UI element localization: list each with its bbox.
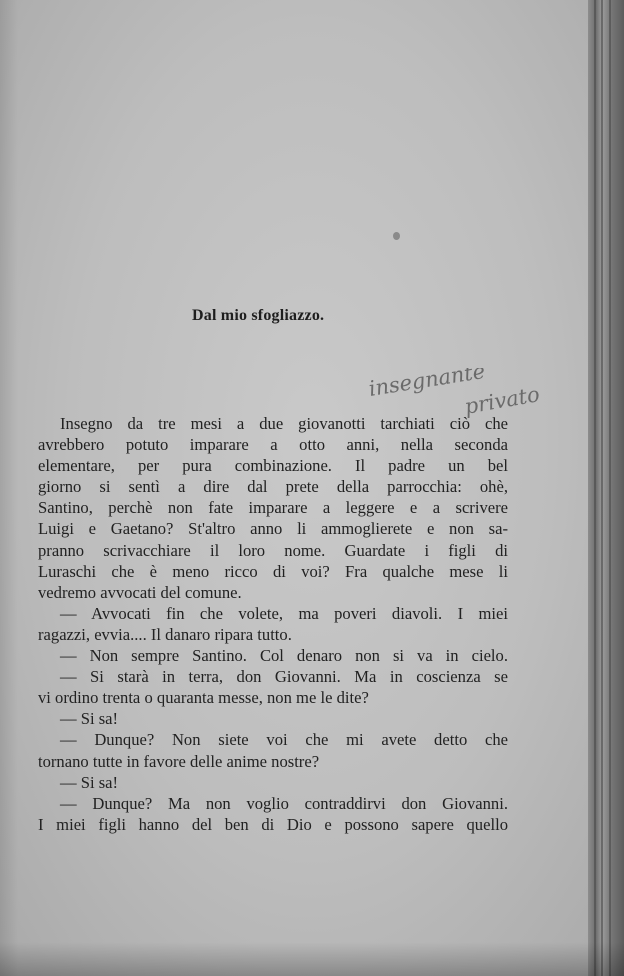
text-line: — Si sa! [60, 709, 119, 729]
text-line: — Dunque? Non siete voi che mi avete detto che [60, 730, 508, 750]
text-line: — Dunque? Ma non voglio contraddirvi don Giovanni. [60, 793, 508, 813]
text-line: Luraschi che è meno ricco di voi? Fra qualche mese li [38, 561, 508, 581]
ink-speck [393, 232, 400, 240]
text-line: giorno si sentì a dire dal prete della parrocchia: ohè, [38, 477, 508, 497]
text-line: vi ordino trenta o quaranta messe, non me le dite? [38, 688, 369, 708]
page-edge-line [594, 0, 596, 976]
annotation-line-2: privato [462, 382, 542, 419]
bottom-shadow [0, 942, 624, 976]
text-line: Insegno da tre mesi a due giovanotti tarchiati ciò che [60, 414, 508, 433]
text-line: — Si sa! [60, 772, 119, 792]
text-line: I miei figli hanno del ben di Dio e possono sapere quello [38, 814, 508, 834]
text-line: avrebbero potuto imparare a otto anni, nella seconda [38, 435, 508, 455]
body-text [38, 413, 508, 835]
text-line: tornano tutte in favore delle anime nostre? [38, 751, 320, 771]
text-line: elementare, per pura combinazione. Il padre un bel [38, 456, 508, 476]
text-line: — Si starà in terra, don Giovanni. Ma in coscienza se [60, 667, 508, 687]
section-heading: Dal mio sfogliazzo. [192, 307, 325, 324]
page-edge-line [601, 0, 603, 976]
annotation-line-1: insegnante [368, 368, 487, 401]
book-page-edge [588, 0, 624, 976]
text-line: ragazzi, evvia.... Il danaro ripara tutto. [38, 624, 292, 644]
text-line: vedremo avvocati del comune. [38, 582, 242, 602]
text-line: — Non sempre Santino. Col denaro non si va in cielo. [60, 646, 508, 666]
page-edge-line [609, 0, 611, 976]
text-line: pranno scrivacchiare il loro nome. Guardate i figli di [38, 540, 508, 560]
text-line: Santino, perchè non fate imparare a leggere e a scrivere [38, 498, 508, 518]
text-line: Luigi e Gaetano? St'altro anno li ammoglierete e non sa- [38, 519, 508, 539]
text-line: — Avvocati fin che volete, ma poveri diavoli. I miei [60, 603, 508, 623]
